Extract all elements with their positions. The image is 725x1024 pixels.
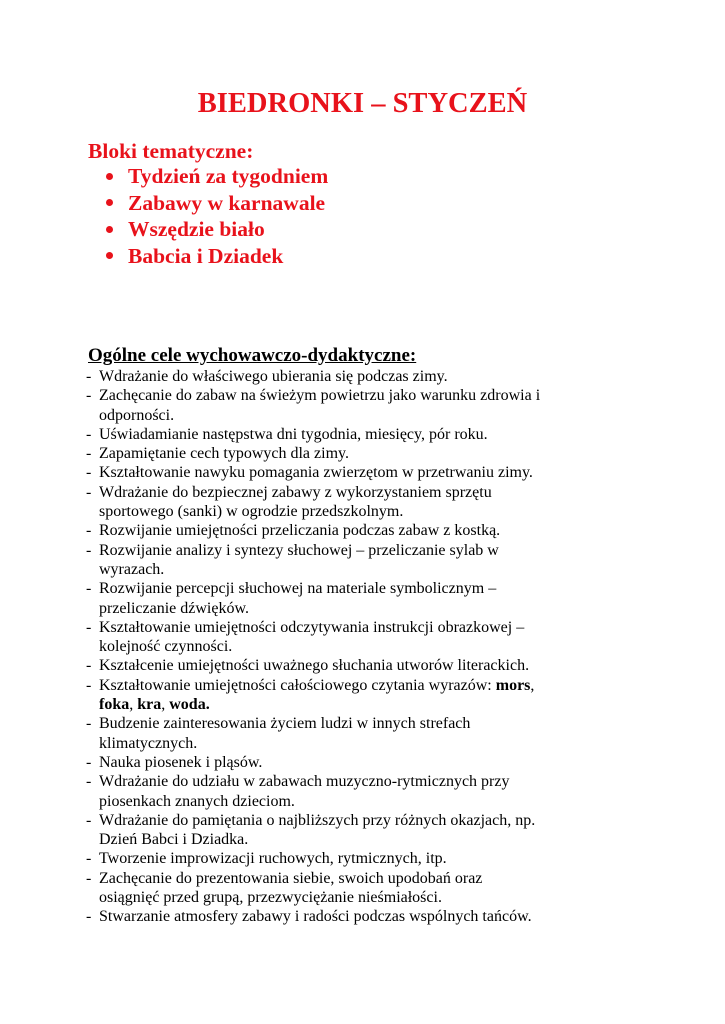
goal-text-line: Kształtowanie umiejętności odczytywania instrukcji obrazkowej – [99,618,525,636]
bullet-icon [106,226,113,233]
goal-item [86,444,666,463]
block-item-label: Wszędzie biało [128,217,265,241]
goal-text-line: Zachęcanie do zabaw na świeżym powietrzu jako warunku zdrowia i [99,387,541,405]
goal-item [86,463,666,482]
block-item [106,163,328,190]
page-title: BIEDRONKI – STYCZEŃ [197,88,528,119]
block-item [106,243,328,270]
goal-dash: - [86,811,92,829]
goal-text-line: wyrazach. [99,560,165,578]
goal-text-line: przeliczanie dźwięków. [99,599,249,617]
goal-text-line: Dzień Babci i Dziadka. [99,831,249,849]
goal-item [86,869,666,908]
goal-text-line: osiągnięć przed grupą, przezwyciężanie nieśmiałości. [99,889,442,907]
block-item-label: Zabawy w karnawale [128,190,326,215]
block-item-label: Babcia i Dziadek [128,243,284,268]
bullet-icon [106,252,113,259]
goal-text-line: sportowego (sanki) w ogrodzie przedszkolnym. [99,503,404,521]
goal-text-line: Rozwijanie percepcji słuchowej na materiale symbolicznym – [99,580,497,598]
goal-text-line [99,676,666,695]
goal-text-line: Wdrażanie do udziału w zabawach muzyczno-rytmicznych przy [99,773,510,791]
blocks-list [106,163,328,269]
goals-heading: Ogólne cele wychowawczo-dydaktyczne: [88,345,417,366]
goal-dash: - [86,715,92,733]
goal-text-line: Stwarzanie atmosfery zabawy i radości podczas wspólnych tańców. [99,908,532,926]
goal-text-line: Uświadamianie następstwa dni tygodnia, miesięcy, pór roku. [99,425,488,443]
goal-dash: - [86,773,92,791]
goal-item [86,425,666,444]
bullet-icon [106,173,113,180]
goal-item [86,714,666,753]
goal-dash: - [86,657,92,675]
blocks-heading: Bloki tematyczne: [88,139,254,163]
goal-dash: - [86,368,92,385]
goal-item [86,367,666,386]
goal-text-line: Kształtowanie nawyku pomagania zwierzętom w przetrwaniu zimy. [99,464,533,482]
bold-word: kra [137,696,162,714]
goal-dash: - [86,850,92,868]
goal-dash: - [86,425,92,443]
goal-text-line: Zapamiętanie cech typowych dla zimy. [99,445,349,463]
goal-text-line: Rozwijanie analizy i syntezy słuchowej – przeliczanie sylab w [99,541,499,559]
goal-dash: - [86,618,92,636]
goal-text-line: klimatycznych. [99,734,198,752]
goal-text-line [99,695,666,714]
goal-dash: - [86,483,92,501]
separator: , [161,696,170,714]
goal-text-line: kolejność czynności. [99,638,233,656]
goal-dash: - [86,445,92,463]
bold-word: foka [99,696,130,714]
goal-text-line: odporności. [99,406,175,424]
goal-item [86,521,666,540]
goal-dash: - [86,908,92,926]
goal-text-line: Wdrażanie do bezpiecznej zabawy z wykorzystaniem sprzętu [99,483,492,501]
goal-text: Kształtowanie umiejętności całościowego czytania wyrazów: [99,676,496,694]
goal-dash: - [86,580,92,598]
goal-text-line: Wdrażanie do właściwego ubierania się podczas zimy. [99,368,448,385]
goal-text-line: Kształcenie umiejętności uważnego słuchania utworów literackich. [99,657,530,675]
goal-item [86,772,666,811]
goal-item [86,811,666,850]
goal-dash: - [86,676,92,694]
goal-dash: - [86,387,92,405]
bullet-icon [106,199,113,206]
block-item [106,190,328,217]
goal-dash: - [86,541,92,559]
bold-word: mors [495,676,531,694]
goal-item [86,579,666,618]
goal-text-line: Rozwijanie umiejętności przeliczania podczas zabaw z kostką. [99,522,501,540]
goal-text-line: Budzenie zainteresowania życiem ludzi w innych strefach [99,715,471,733]
goal-dash: - [86,753,92,771]
goal-item-reading [86,676,666,715]
goal-item [86,849,666,868]
separator: , [129,696,138,714]
goal-item [86,656,666,675]
separator: , [530,676,535,694]
goal-item [86,541,666,580]
bold-word: woda. [169,696,210,714]
goal-text-line: Zachęcanie do prezentowania siebie, swoich upodobań oraz [99,869,483,887]
goal-item [86,907,666,926]
goal-dash: - [86,464,92,482]
goal-dash: - [86,522,92,540]
goal-item [86,753,666,772]
goal-text-line: Tworzenie improwizacji ruchowych, rytmicznych, itp. [99,850,447,868]
goal-item [86,386,666,425]
goal-text-line: Wdrażanie do pamiętania o najbliższych przy różnych okazjach, np. [99,811,536,829]
goal-item [86,618,666,657]
goal-text-line: Nauka piosenek i pląsów. [99,753,263,771]
goal-text-line: piosenkach znanych dzieciom. [99,792,295,810]
goals-list [86,367,666,927]
block-item-label: Tydzień za tygodniem [128,164,329,188]
goal-item [86,483,666,522]
goal-dash: - [86,869,92,887]
block-item [106,216,328,243]
